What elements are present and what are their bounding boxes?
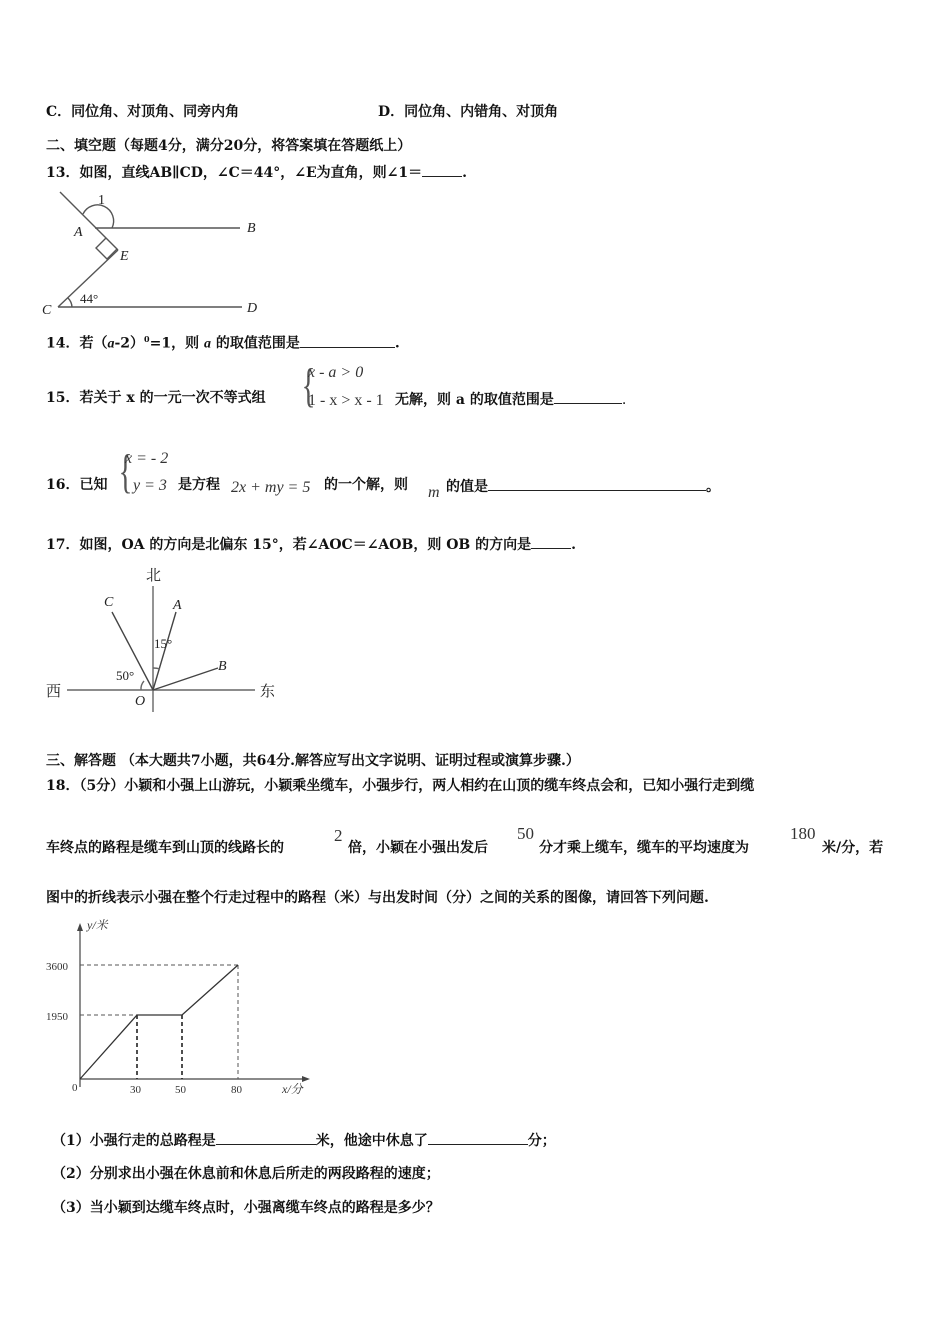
y-axis-arrow-icon [77, 923, 83, 931]
x-tick-0: 0 [72, 1082, 78, 1094]
q18-sub3: （3）当小颖到达缆车终点时，小强离缆车终点的路程是多少？ [52, 1200, 440, 1216]
label-44-degrees: 44° [80, 291, 99, 306]
q18-line2b: 倍，小颖在小强出发后 [348, 840, 488, 856]
q13-stem: 13．如图，直线AB∥CD，∠C＝44°，∠E为直角，则∠1＝ [46, 165, 423, 181]
q16-row1: x = - 2 [125, 450, 169, 467]
q18-sub1-text-c: 分； [527, 1133, 556, 1149]
q16-tail-text: 的值是 [446, 479, 488, 495]
q17-end: . [571, 537, 576, 553]
q16-brace: { [118, 445, 133, 498]
q18-sub1-text-b: 米，他途中休息了 [315, 1133, 428, 1149]
ray-oa [153, 612, 176, 690]
label-1: 1 [98, 193, 105, 208]
x-tick-50: 50 [175, 1084, 186, 1096]
x-tick-30: 30 [130, 1084, 141, 1096]
q17-figure [40, 560, 290, 720]
q18-number-180: 180 [790, 824, 816, 843]
x-axis-arrow-icon [302, 1076, 310, 1082]
angle-1-arc [83, 205, 114, 228]
label-east: 东 [260, 684, 276, 700]
q18-line2d: 米/分，若 [822, 840, 884, 856]
q14-suffix: =1，则 [149, 335, 204, 352]
label-north: 北 [146, 568, 162, 584]
section-3-heading: 三、解答题 （本大题共7小题，共64分.解答应写出文字说明、证明过程或演算步骤.） [46, 753, 580, 769]
angle-c-arc [68, 298, 72, 307]
right-angle-mark [96, 238, 117, 259]
q12-option-d: D．同位角、内错角、对顶角 [378, 104, 559, 120]
q13-figure [40, 188, 280, 318]
label-a: A [74, 225, 83, 240]
q15-row2: 1 - x > x - 1 [308, 392, 384, 409]
q18-sub1-blank-rest[interactable] [428, 1130, 528, 1145]
q15-prefix: 15．若关于 x 的一元一次不等式组 [46, 390, 266, 406]
label-d: D [247, 301, 258, 316]
q14-answer-blank[interactable] [300, 333, 395, 348]
q18-line2c: 分才乘上缆车，缆车的平均速度为 [539, 840, 749, 856]
label-o: O [135, 694, 146, 709]
q13-end: . [462, 165, 467, 181]
angle-50-arc [141, 681, 144, 690]
label-west: 西 [46, 684, 62, 700]
q14-exponent: 0 [144, 334, 150, 344]
distance-polyline [80, 965, 238, 1079]
label-15-degrees: 15° [154, 636, 173, 651]
q16-equation: 2x + my = 5 [231, 479, 311, 496]
label-50-degrees: 50° [116, 668, 135, 683]
q18-number-50: 50 [517, 824, 534, 843]
y-axis-label: y/米 [87, 918, 108, 932]
q15-end: . [621, 392, 627, 408]
line-through-a [60, 192, 118, 250]
label-c: C [104, 595, 114, 610]
label-b: B [247, 221, 256, 236]
q13-text [46, 162, 467, 182]
q16-tail [446, 476, 720, 496]
q18-line3: 图中的折线表示小强在整个行走过程中的路程（米）与出发时间（分）之间的关系的图像，请回答下列问题. [46, 890, 709, 906]
label-a: A [173, 598, 182, 613]
section-2-heading: 二、填空题（每题4分，满分20分，将答案填在答题纸上） [46, 138, 412, 154]
q17-text [46, 534, 576, 554]
q15-answer-blank[interactable] [554, 389, 622, 404]
label-e: E [120, 249, 129, 264]
q18-sub1-text-a: （1）小强行走的总路程是 [52, 1133, 216, 1149]
label-b: B [218, 659, 227, 674]
q18-line1: 18．（5分）小颖和小强上山游玩，小颖乘坐缆车，小强步行，两人相约在山顶的缆车终点会和，已知小强行走到缆 [46, 778, 755, 794]
q14-var-a2: a [203, 336, 211, 352]
q14-prefix: 14．若（ [46, 335, 108, 352]
q15-suffix [395, 389, 626, 409]
q15-row1: x - a > 0 [308, 364, 364, 381]
q15-brace: { [301, 359, 316, 412]
q17-stem: 17．如图，OA 的方向是北偏东 15°，若∠AOC＝∠AOB，则 OB 的方向是 [46, 537, 532, 553]
q18-sub1-blank-distance[interactable] [216, 1130, 316, 1145]
q16-prefix: 16．已知 [46, 477, 108, 493]
q16-mid2: 的一个解，则 [324, 477, 408, 493]
q14-tail: 的取值范围是 [210, 335, 300, 352]
q18-distance-time-chart [40, 915, 320, 1100]
q15-suffix-text: 无解，则 a 的取值范围是 [395, 392, 554, 408]
x-axis-label: x/分 [282, 1082, 303, 1096]
q12-option-c: C．同位角、对顶角、同旁内角 [46, 104, 240, 120]
label-c: C [42, 303, 52, 318]
q18-sub2: （2）分别求出小强在休息前和休息后所走的两段路程的速度； [52, 1166, 440, 1182]
q18-sub1 [52, 1130, 556, 1150]
q13-answer-blank[interactable] [422, 162, 462, 177]
q18-number-2: 2 [334, 826, 343, 845]
angle-15-arc [153, 668, 160, 669]
y-tick-3600: 3600 [46, 961, 68, 973]
q16-end: 。 [706, 479, 720, 495]
x-tick-80: 80 [231, 1084, 242, 1096]
q14-var-a: a [107, 336, 115, 352]
ray-ob [153, 668, 218, 690]
q16-answer-blank[interactable] [488, 476, 706, 491]
q16-var-m: m [428, 484, 440, 501]
q14-mid: -2） [114, 335, 145, 352]
q16-mid: 是方程 [178, 477, 220, 493]
q18-line2a: 车终点的路程是缆车到山顶的线路长的 [46, 840, 284, 856]
q14-end: . [394, 335, 400, 352]
q17-answer-blank[interactable] [531, 534, 571, 549]
q14-text [46, 330, 400, 354]
y-tick-1950: 1950 [46, 1011, 68, 1023]
q16-row2: y = 3 [133, 477, 167, 494]
